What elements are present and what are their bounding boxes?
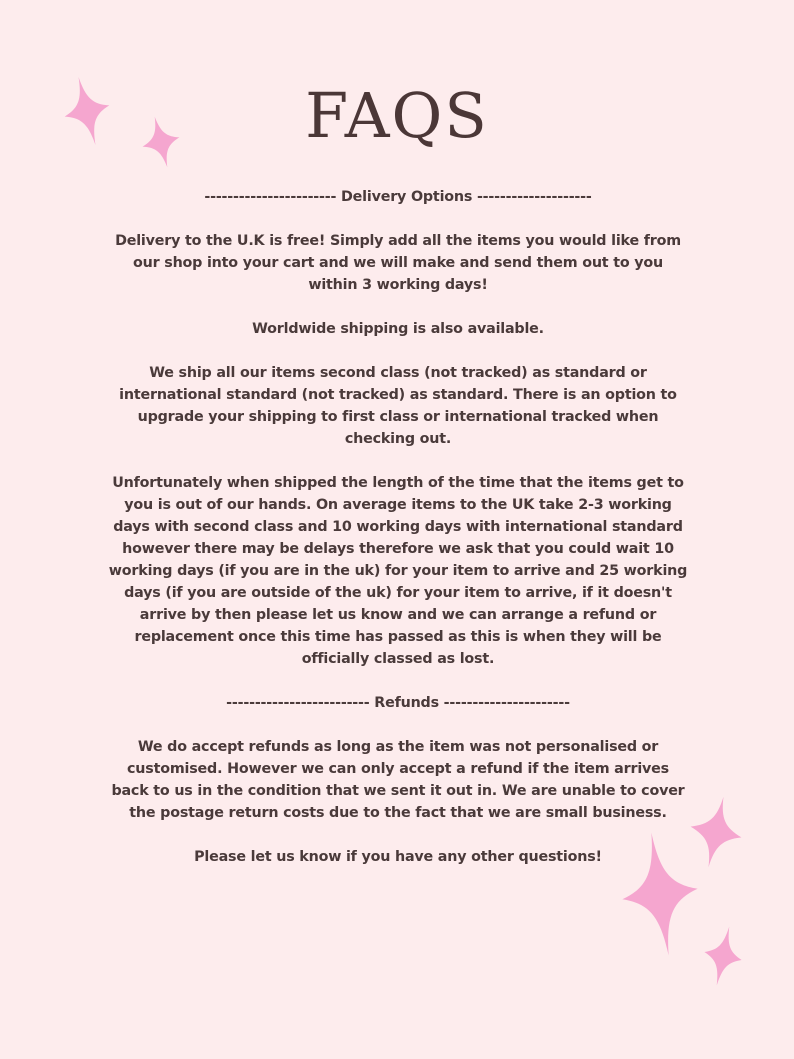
delivery-paragraph: Worldwide shipping is also available. bbox=[252, 321, 544, 337]
closing-paragraph: Please let us know if you have any other questions! bbox=[194, 849, 602, 865]
delivery-paragraph: We ship all our items second class (not tracked) as standard or international standard (not tracked) as standard. There is an option to upgrade your shipping to first class or international tracked when checking out. bbox=[119, 365, 677, 447]
page-title: FAQS bbox=[305, 79, 489, 152]
delivery-paragraph: Unfortunately when shipped the length of the time that the items get to you is out of our hands. On average items to the UK take 2-3 working days with second class and 10 working days with international standard however there may be delays therefore we ask that you could wait 10 working days (if you are in the uk) for your item to arrive and 25 working days (if you are outside of the uk) for your item to arrive, if it doesn't arrive by then please let us know and we can arrange a refund or replacement once this time has passed as this is when they will be officially classed as lost. bbox=[108, 475, 688, 667]
delivery-paragraph: Delivery to the U.K is free! Simply add all the items you would like from our shop into your cart and we will make and send them out to you within 3 working days! bbox=[115, 233, 681, 293]
refunds-paragraph: We do accept refunds as long as the item was not personalised or customised. However we can only accept a refund if the item arrives back to us in the condition that we sent it out in. We are unable to cover the postage return costs due to the fact that we are small business. bbox=[111, 739, 685, 821]
sparkle-icon bbox=[704, 926, 742, 986]
section-divider-delivery: ----------------------- Delivery Options -------------------- bbox=[204, 189, 592, 205]
section-divider-refunds: ------------------------- Refunds ---------------------- bbox=[226, 695, 570, 711]
faq-content bbox=[108, 186, 688, 890]
